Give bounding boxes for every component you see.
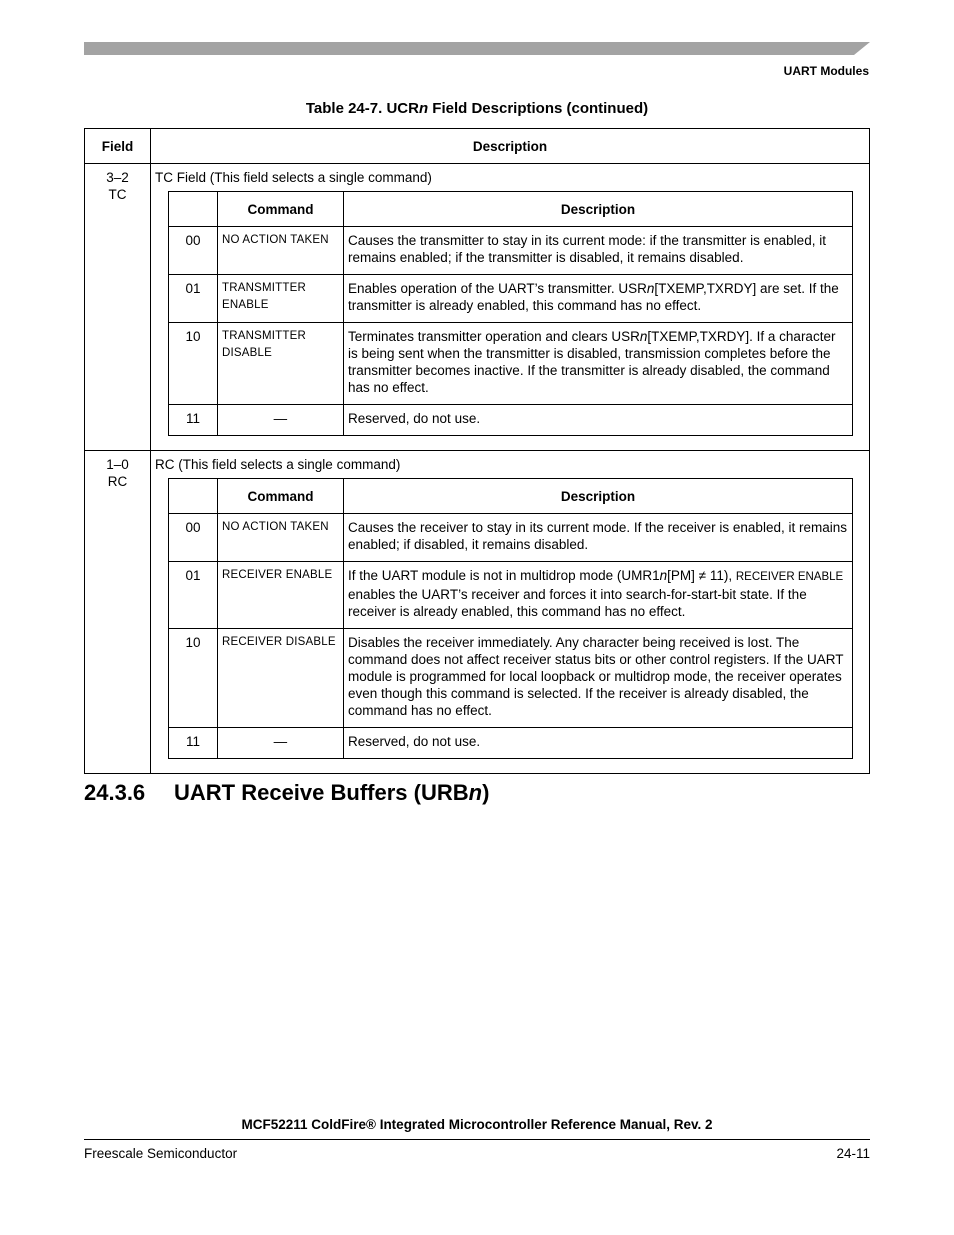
command-column-header: Command <box>218 192 344 227</box>
description-column-header: Description <box>151 129 870 164</box>
command-code: 10 <box>169 323 218 405</box>
command-description: Enables operation of the UART’s transmitter. USRn[TXEMP,TXRDY] are set. If the transmitter is already enabled, this command has no effect. <box>344 275 853 323</box>
command-name: TRANSMITTER DISABLE <box>218 323 344 405</box>
command-name: NO ACTION TAKEN <box>218 514 344 562</box>
command-code: 01 <box>169 275 218 323</box>
command-name: TRANSMITTER ENABLE <box>218 275 344 323</box>
table-header-row <box>85 129 870 164</box>
field-column-header: Field <box>85 129 151 164</box>
command-code: 10 <box>169 629 218 728</box>
command-description: Reserved, do not use. <box>344 728 853 759</box>
command-row <box>169 562 853 629</box>
field-bits: 1–0 <box>106 457 129 472</box>
command-name: RECEIVER DISABLE <box>218 629 344 728</box>
field-name: TC <box>108 187 127 202</box>
field-cell <box>85 164 151 451</box>
command-row <box>169 405 853 436</box>
command-header-row <box>169 479 853 514</box>
command-row <box>169 275 853 323</box>
command-code: 11 <box>169 728 218 759</box>
field-bits: 3–2 <box>106 170 129 185</box>
command-description: Disables the receiver immediately. Any character being received is lost. The command does not affect receiver status bits or other control registers. If the UART module is programmed for local loopback or multidrop mode, the receiver operates even though this command is selected. If the receiver is already disabled, the command has no effect. <box>344 629 853 728</box>
command-name: — <box>218 405 344 436</box>
command-row <box>169 227 853 275</box>
description-cell <box>151 164 870 451</box>
footer-document-title: MCF52211 ColdFire® Integrated Microcontroller Reference Manual, Rev. 2 <box>241 1117 713 1132</box>
table-row <box>85 164 870 451</box>
header-bar <box>84 42 870 55</box>
command-row <box>169 323 853 405</box>
command-description-header: Description <box>344 192 853 227</box>
command-name: RECEIVER ENABLE <box>218 562 344 629</box>
field-name: RC <box>107 474 128 489</box>
section-heading: 24.3.6 UART Receive Buffers (URBn) <box>84 780 490 805</box>
page-number: 24-11 <box>836 1146 870 1161</box>
command-row <box>169 514 853 562</box>
command-description-header: Description <box>344 479 853 514</box>
code-column-header <box>169 192 218 227</box>
footer-company: Freescale Semiconductor <box>84 1146 238 1161</box>
code-column-header <box>169 479 218 514</box>
command-description: Terminates transmitter operation and clears USRn[TXEMP,TXRDY]. If a character is being sent when the transmitter is disabled, transmission completes before the transmitter becomes inactive. If the transmitter is already disabled, the command has no effect. <box>344 323 853 405</box>
field-cell <box>85 451 151 774</box>
command-code: 01 <box>169 562 218 629</box>
command-row <box>169 629 853 728</box>
table-title: Table 24-7. UCRn Field Descriptions (continued) <box>305 100 649 117</box>
description-cell <box>151 451 870 774</box>
command-description: Causes the transmitter to stay in its current mode: if the transmitter is enabled, it remains enabled; if the transmitter is disabled, it remains disabled. <box>344 227 853 275</box>
command-description: Reserved, do not use. <box>344 405 853 436</box>
command-code: 11 <box>169 405 218 436</box>
footer-divider <box>84 1139 870 1140</box>
command-code: 00 <box>169 227 218 275</box>
command-description: Causes the receiver to stay in its current mode. If the receiver is enabled, it remains enabled; if disabled, it remains disabled. <box>344 514 853 562</box>
table-row <box>85 451 870 774</box>
command-name: NO ACTION TAKEN <box>218 227 344 275</box>
field-intro: RC (This field selects a single command) <box>155 457 401 472</box>
command-table <box>168 478 853 759</box>
command-code: 00 <box>169 514 218 562</box>
command-description: If the UART module is not in multidrop mode (UMR1n[PM] ≠ 11), RECEIVER ENABLE enables the UART’s receiver and forces it into search-for-start-bit state. If the receiver is already enabled, this command has no effect. <box>344 562 853 629</box>
field-description-table <box>84 128 870 774</box>
command-column-header: Command <box>218 479 344 514</box>
running-header: UART Modules <box>783 64 869 78</box>
command-header-row <box>169 192 853 227</box>
command-name: — <box>218 728 344 759</box>
command-row <box>169 728 853 759</box>
field-intro: TC Field (This field selects a single command) <box>155 170 432 185</box>
command-table <box>168 191 853 436</box>
section-number: 24.3.6 <box>84 780 146 805</box>
